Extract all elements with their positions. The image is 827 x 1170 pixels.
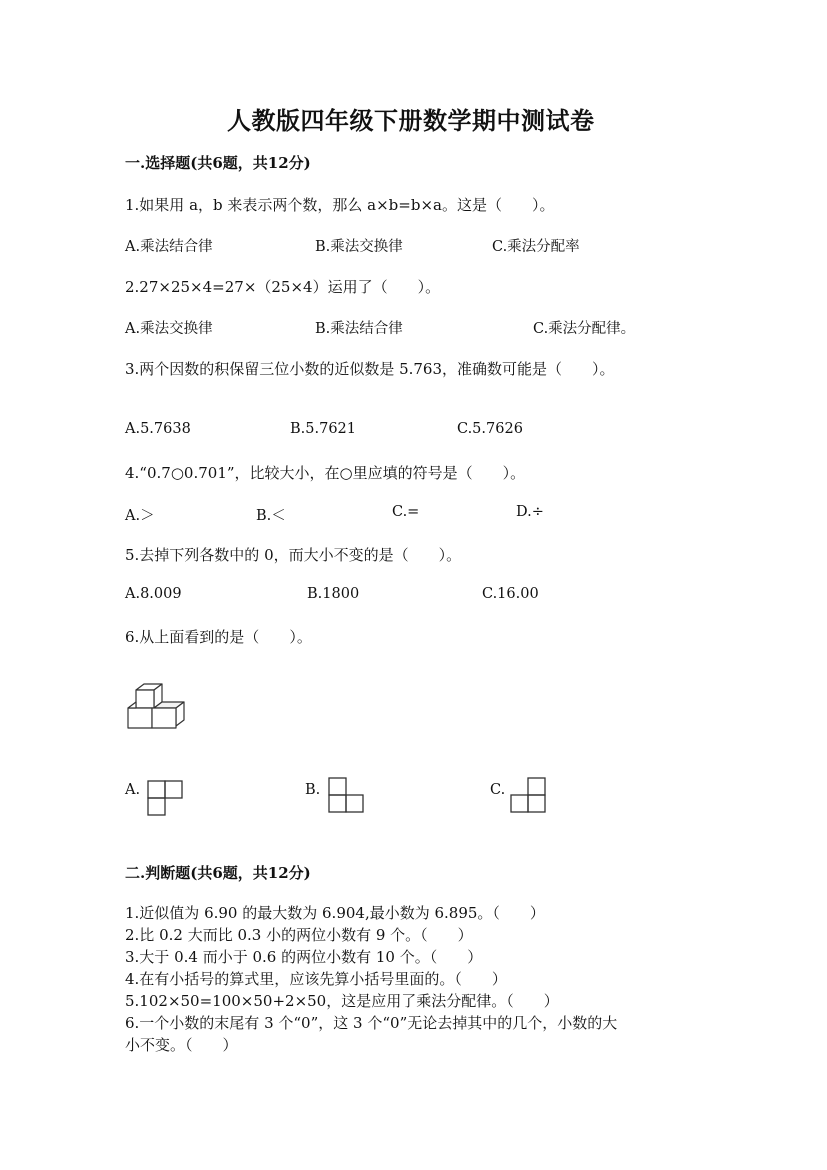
question-1: 1.如果用 a，b 来表示两个数，那么 a×b=b×a。这是（ ）。 (125, 196, 555, 214)
question-3: 3.两个因数的积保留三位小数的近似数是 5.763，准确数可能是（ ）。 (125, 360, 615, 378)
q6-option-c: C. (490, 782, 506, 798)
q1-option-b: B.乘法交换律 (315, 239, 403, 255)
judgment-item-5: 5.102×50=100×50+2×50，这是应用了乘法分配律。（ ） (125, 992, 559, 1010)
question-2: 2.27×25×4=27×（25×4）运用了（ ）。 (125, 278, 441, 296)
judgment-item-6-continued: 小不变。（ ） (125, 1036, 238, 1054)
cube-stack-figure (124, 682, 188, 732)
section-heading-judgment: 二.判断题(共6题，共12分) (125, 864, 311, 882)
q2-option-b: B.乘法结合律 (315, 321, 403, 337)
q1-option-a: A.乘法结合律 (125, 239, 213, 255)
section-heading-choice: 一.选择题(共6题，共12分) (125, 154, 311, 172)
q3-option-c: C.5.7626 (457, 421, 523, 437)
q4-option-c: C.= (392, 504, 420, 520)
q4-option-b: B.＜ (256, 508, 286, 524)
q6-option-a: A. (125, 782, 141, 798)
q6-option-a-shape (147, 780, 183, 816)
question-6: 6.从上面看到的是（ ）。 (125, 628, 312, 646)
page-title: 人教版四年级下册数学期中测试卷 (227, 106, 595, 135)
q5-option-c: C.16.00 (482, 586, 539, 602)
judgment-item-6: 6.一个小数的末尾有 3 个“0”，这 3 个“0”无论去掉其中的几个，小数的大 (125, 1014, 618, 1032)
q4-option-a: A.＞ (125, 508, 155, 524)
q2-option-c: C.乘法分配律。 (533, 321, 636, 337)
q6-option-b-shape (328, 777, 364, 813)
q6-option-b: B. (305, 782, 321, 798)
q4-option-d: D.÷ (516, 504, 544, 520)
q5-option-a: A.8.009 (125, 586, 182, 602)
judgment-item-3: 3.大于 0.4 而小于 0.6 的两位小数有 10 个。（ ） (125, 948, 483, 966)
q5-option-b: B.1800 (307, 586, 360, 602)
q3-option-b: B.5.7621 (290, 421, 357, 437)
q3-option-a: A.5.7638 (125, 421, 191, 437)
judgment-item-2: 2.比 0.2 大而比 0.3 小的两位小数有 9 个。（ ） (125, 926, 473, 944)
q1-option-c: C.乘法分配率 (492, 239, 580, 255)
q6-option-c-shape (510, 777, 546, 813)
q2-option-a: A.乘法交换律 (125, 321, 213, 337)
judgment-item-4: 4.在有小括号的算式里，应该先算小括号里面的。（ ） (125, 970, 507, 988)
question-4: 4.“0.7○0.701”，比较大小，在○里应填的符号是（ ）。 (125, 464, 526, 482)
judgment-item-1: 1.近似值为 6.90 的最大数为 6.904,最小数为 6.895。（ ） (125, 904, 545, 922)
question-5: 5.去掉下列各数中的 0，而大小不变的是（ ）。 (125, 546, 462, 564)
